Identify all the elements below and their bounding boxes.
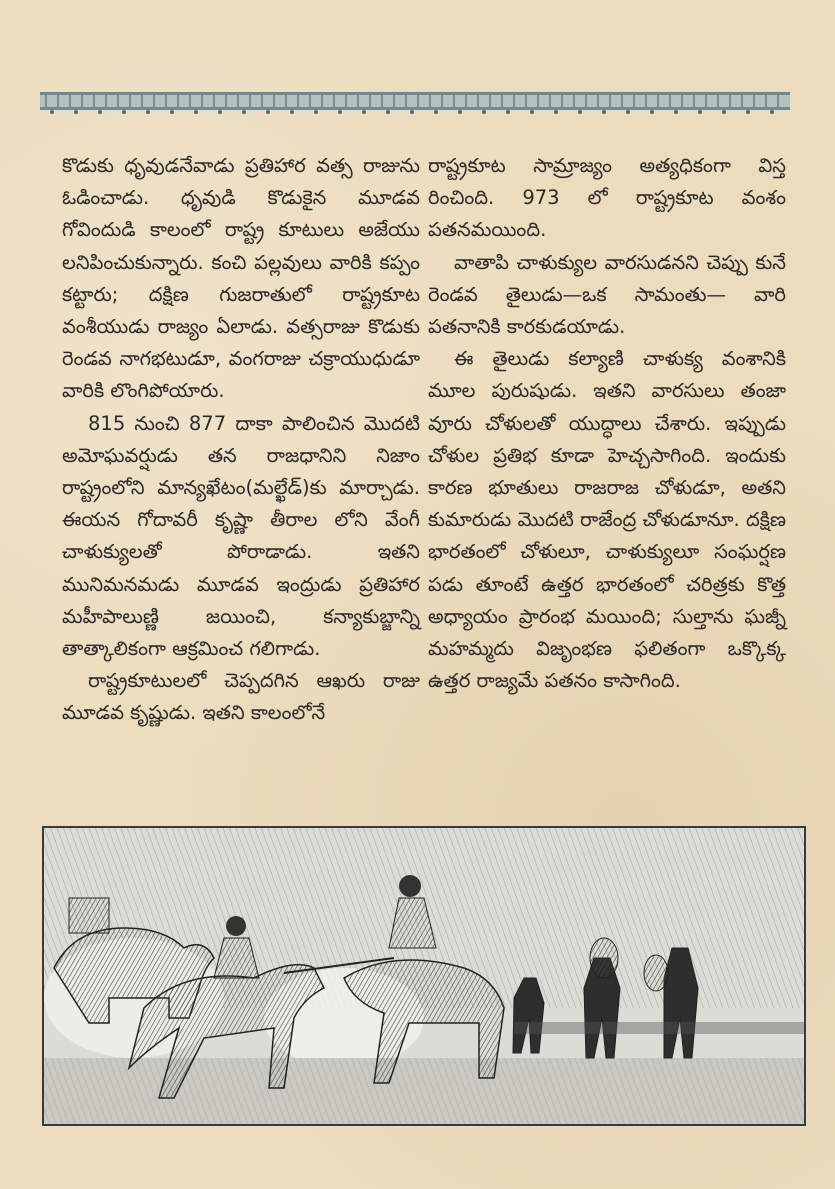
right-paragraph-1: రాష్ట్రకూట సామ్రాజ్యం అత్యధికంగా విస్త రించింది. 973 లో రాష్ట్రకూట వంశం పతనమయింది.	[428, 154, 786, 242]
battle-scene-drawing	[44, 828, 804, 1124]
left-column	[62, 150, 420, 730]
battle-scene-illustration	[42, 826, 806, 1126]
left-paragraph-3: రాష్ట్రకూటులలో చెప్పదగిన ఆఖరు రాజు మూడవ కృష్ణుడు. ఇతని కాలంలోనే	[62, 669, 420, 725]
left-paragraph-1: కొడుకు ధృవుడనేవాడు ప్రతిహార వత్స రాజును ఓడించాడు. ధృవుడి కొడుకైన మూడవ గోవిందుడి కాలంలో రాష్ట్ర కూటులు అజేయు లనిపించుకున్నారు. కంచి పల్లవులు వారికి కప్పం కట్టారు; దక్షిణ గుజరాతులో రాష్ట్రకూట వంశీయుడు రాజ్యం ఏలాడు. వత్సరాజు కొడుకు రెండవ నాగభటుడూ, వంగరాజు చక్రాయుధుడూ వారికి లొంగిపోయారు.	[62, 154, 420, 403]
decorative-border-band	[40, 86, 790, 118]
left-paragraph-2: 815 నుంచి 877 దాకా పాలించిన మొదటి అమోఘవర్షుడు తన రాజధానిని నిజాం రాష్ట్రంలోని మాన్యఖేటం(మల్ఖేడ్)కు మార్చాడు. ఈయన గోదావరీ కృష్ణా తీరాల లోని వేంగీ చాళుక్యులతో పోరాడాడు. ఇతని మునిమనమడు మూడవ ఇంద్రుడు ప్రతిహార మహీపాలుణ్ణి జయించి, కన్యాకుబ్జాన్ని తాత్కాలికంగా ఆక్రమించ గలిగాడు.	[62, 411, 420, 661]
right-paragraph-2: వాతాపి చాళుక్యుల వారసుడనని చెప్పు కునే రెండవ తైలుడు—ఒక సామంతు— వారి పతనానికి కారకుడయాడు.	[428, 250, 786, 339]
right-paragraph-3: ఈ తైలుడు కల్యాణి చాళుక్య వంశానికి మూల పురుషుడు. ఇతని వారసులు తంజా వూరు చోళులతో యుద్ధాలు చేశారు. ఇప్పుడు చోళుల ప్రతిభ కూడా హెచ్చసాగింది. ఇందుకు కారణ భూతులు రాజరాజ చోళుడూ, అతని కుమారుడు మొదటి రాజేంద్ర చోళుడూనూ. దక్షిణ భారతంలో చోళులూ, చాళుక్యులూ సంఘర్షణ పడు తూంటే ఉత్తర భారతంలో చరిత్రకు కొత్త అధ్యాయం ప్రారంభ మయింది; సుల్తాను ఘజ్నీ మహమ్మదు విజృంభణ ఫలితంగా ఒక్కొక్క ఉత్తర రాజ్యమే పతనం కాసాగింది.	[428, 347, 786, 693]
right-column	[428, 150, 786, 697]
